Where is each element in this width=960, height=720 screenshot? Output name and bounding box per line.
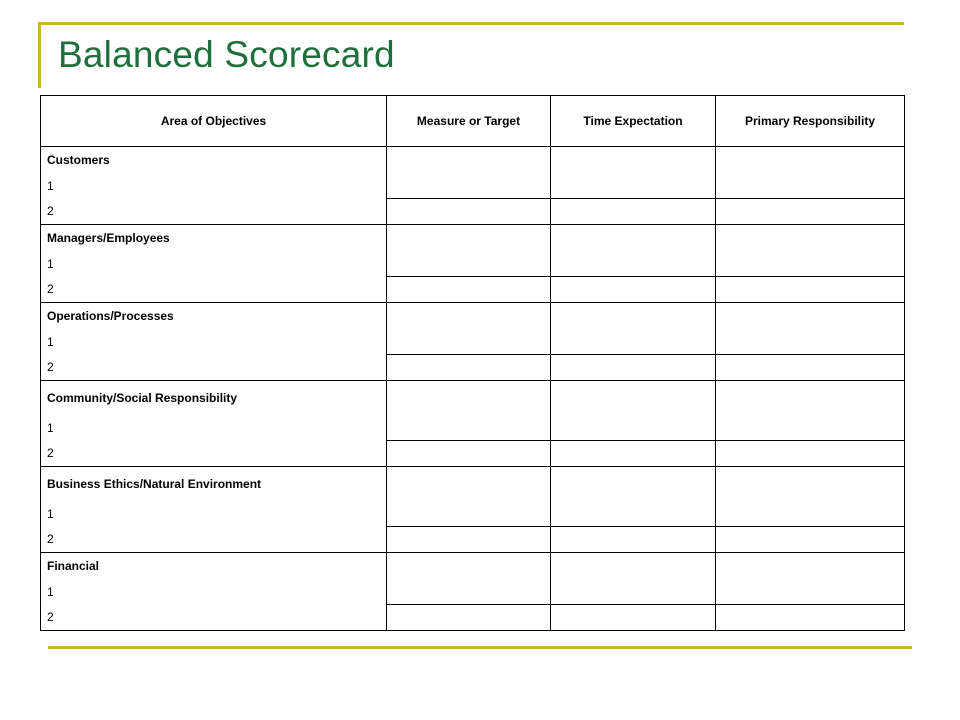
measure-cell[interactable] — [387, 303, 551, 355]
header-primary-responsibility: Primary Responsibility — [716, 96, 905, 147]
time-cell[interactable] — [551, 467, 716, 527]
table-row — [41, 467, 905, 501]
responsibility-cell[interactable] — [716, 277, 905, 303]
objective-number: 1 — [41, 251, 387, 277]
time-cell[interactable] — [551, 605, 716, 631]
time-cell[interactable] — [551, 355, 716, 381]
objective-number: 1 — [41, 579, 387, 605]
objective-number: 1 — [41, 329, 387, 355]
time-cell[interactable] — [551, 277, 716, 303]
measure-cell[interactable] — [387, 381, 551, 441]
time-cell[interactable] — [551, 527, 716, 553]
measure-cell[interactable] — [387, 441, 551, 467]
time-cell[interactable] — [551, 381, 716, 441]
measure-cell[interactable] — [387, 225, 551, 277]
measure-cell[interactable] — [387, 277, 551, 303]
top-accent-line — [40, 22, 904, 25]
section-label-customers: Customers — [41, 147, 387, 173]
measure-cell[interactable] — [387, 553, 551, 605]
objective-number: 2 — [41, 355, 387, 381]
time-cell[interactable] — [551, 225, 716, 277]
table-row — [41, 381, 905, 415]
table-row — [41, 527, 905, 553]
objective-number: 2 — [41, 441, 387, 467]
time-cell[interactable] — [551, 199, 716, 225]
table-row — [41, 605, 905, 631]
responsibility-cell[interactable] — [716, 199, 905, 225]
responsibility-cell[interactable] — [716, 441, 905, 467]
responsibility-cell[interactable] — [716, 303, 905, 355]
table-row — [41, 355, 905, 381]
responsibility-cell[interactable] — [716, 355, 905, 381]
section-label-financial: Financial — [41, 553, 387, 579]
objective-number: 1 — [41, 173, 387, 199]
header-time-expectation: Time Expectation — [551, 96, 716, 147]
page-title: Balanced Scorecard — [58, 34, 395, 75]
table-row — [41, 199, 905, 225]
table-header-row — [41, 96, 905, 147]
responsibility-cell[interactable] — [716, 527, 905, 553]
objective-number: 2 — [41, 277, 387, 303]
table-row — [41, 441, 905, 467]
table-row — [41, 553, 905, 579]
responsibility-cell[interactable] — [716, 381, 905, 441]
responsibility-cell[interactable] — [716, 605, 905, 631]
responsibility-cell[interactable] — [716, 225, 905, 277]
time-cell[interactable] — [551, 553, 716, 605]
objective-number: 1 — [41, 501, 387, 527]
objective-number: 1 — [41, 415, 387, 441]
objective-number: 2 — [41, 199, 387, 225]
measure-cell[interactable] — [387, 527, 551, 553]
time-cell[interactable] — [551, 147, 716, 199]
measure-cell[interactable] — [387, 605, 551, 631]
section-label-community-social-responsibility: Community/Social Responsibility — [41, 381, 387, 415]
measure-cell[interactable] — [387, 467, 551, 527]
scorecard-table — [40, 95, 905, 631]
table-row — [41, 277, 905, 303]
measure-cell[interactable] — [387, 355, 551, 381]
section-label-managers-employees: Managers/Employees — [41, 225, 387, 251]
table-row — [41, 225, 905, 251]
time-cell[interactable] — [551, 303, 716, 355]
objective-number: 2 — [41, 605, 387, 631]
responsibility-cell[interactable] — [716, 467, 905, 527]
measure-cell[interactable] — [387, 199, 551, 225]
section-label-business-ethics-natural-environment: Business Ethics/Natural Environment — [41, 467, 387, 501]
measure-cell[interactable] — [387, 147, 551, 199]
objective-number: 2 — [41, 527, 387, 553]
bottom-accent-line — [48, 646, 912, 649]
header-area-of-objectives: Area of Objectives — [41, 96, 387, 147]
header-measure-or-target: Measure or Target — [387, 96, 551, 147]
table-row — [41, 303, 905, 329]
section-label-operations-processes: Operations/Processes — [41, 303, 387, 329]
left-accent-line — [38, 22, 41, 88]
responsibility-cell[interactable] — [716, 147, 905, 199]
responsibility-cell[interactable] — [716, 553, 905, 605]
table-row — [41, 147, 905, 173]
time-cell[interactable] — [551, 441, 716, 467]
